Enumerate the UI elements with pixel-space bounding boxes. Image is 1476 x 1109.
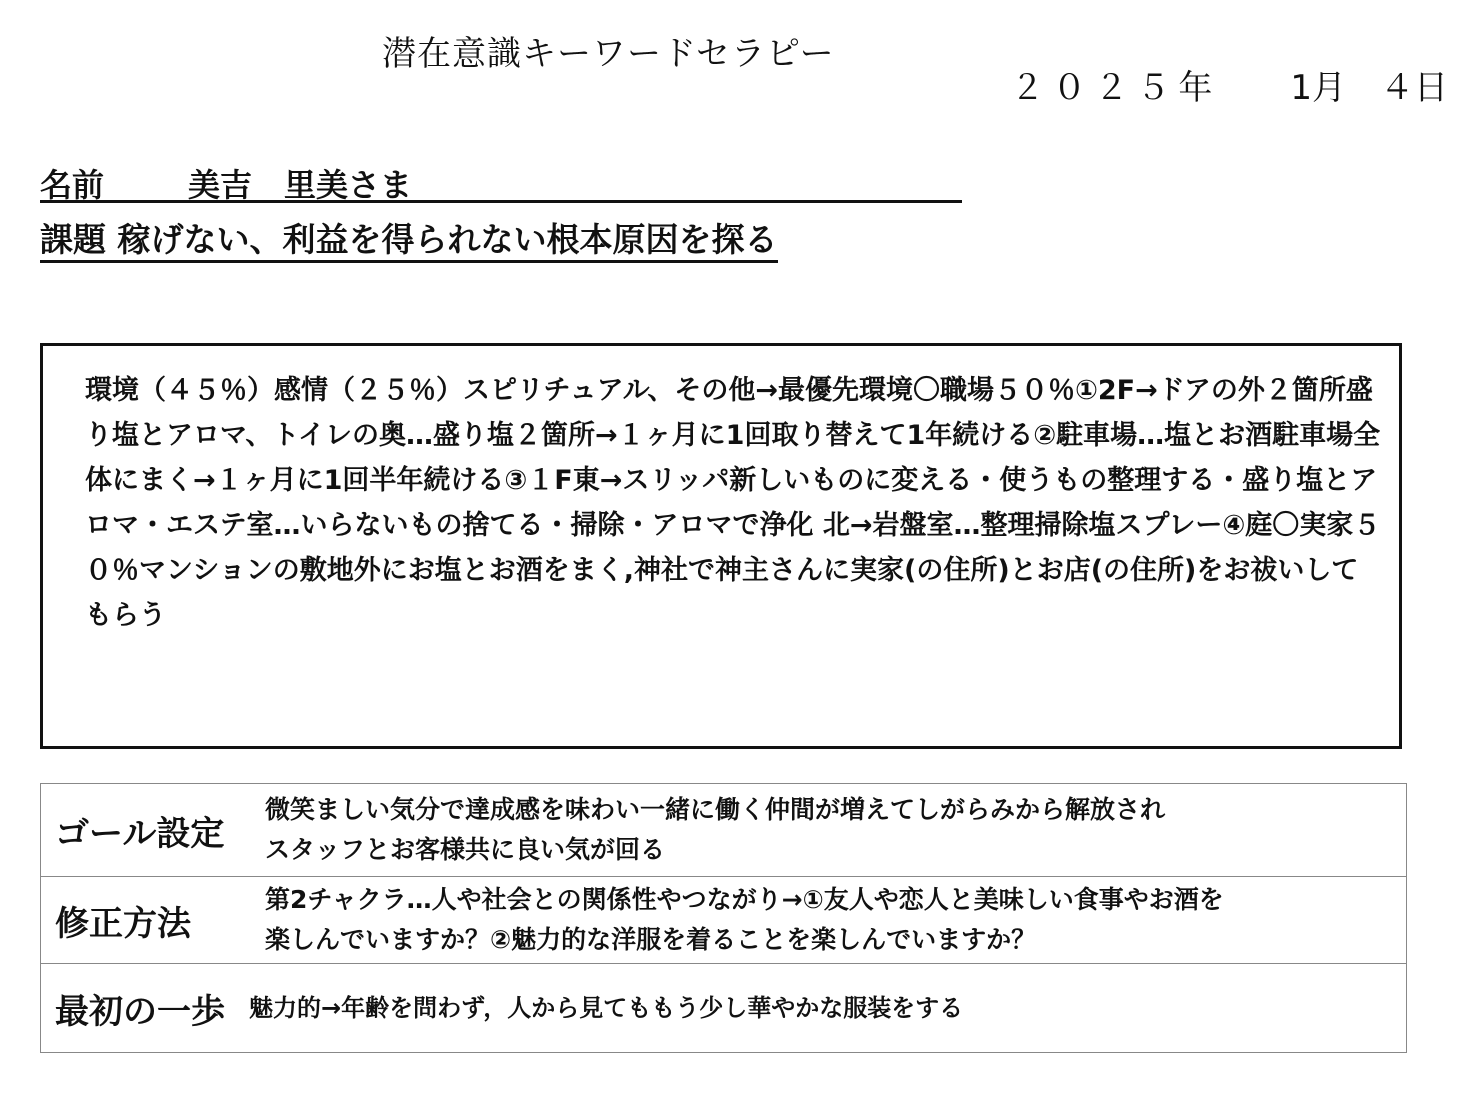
goal-line-2: スタッフとお客様共に良い気が回る [265,835,666,864]
client-name-label: 名前 [40,166,105,204]
subject-row: 課題 稼げない、利益を得られない根本原因を探る [40,220,778,263]
goal-line-1: 微笑ましい気分で達成感を味わい一緒に働く仲間が増えてしがらみから解放され [265,795,1166,824]
method-text [251,880,1406,960]
goal-text [251,790,1406,870]
first-step-label: 最初の一歩 [55,991,225,1032]
method-row [41,877,1407,964]
method-cell [41,877,1407,964]
method-line-2: 楽しんでいますか？②魅力的な洋服を着ることを楽しんでいますか？ [265,925,1037,954]
date-year: ２０２５年 [1010,68,1221,108]
goal-label: ゴール設定 [55,813,225,854]
client-name-row [40,160,962,203]
first-step-text: 魅力的→年齢を問わず，人から見てももう少し華やかな服装をする [249,994,964,1022]
goal-cell [41,784,1407,877]
date-month: 1月 [1290,68,1346,108]
goal-row [41,784,1407,877]
analysis-box [40,343,1402,749]
date-day: ４日 [1380,68,1448,108]
first-step-row [41,964,1407,1053]
client-name-value: 美吉 里美さま [188,166,413,204]
first-step-cell [41,964,1407,1053]
method-line-1: 第2チャクラ…人や社会との関係性やつながり→①友人や恋人と美味しい食事やお酒を [265,885,1224,914]
plan-table [40,783,1407,1053]
method-label: 修正方法 [55,903,191,944]
session-date [1010,60,1448,109]
analysis-text: 環境（４５％）感情（２５％）スピリチュアル、その他→最優先環境〇職場５０％①2F→ドアの外２箇所盛り塩とアロマ、トイレの奥…盛り塩２箇所→１ヶ月に1回取り替えて1年続ける②駐車場…塩とお酒駐車場全体にまく→１ヶ月に1回半年続ける③１F東→スリッパ新しいものに変える・使うもの整理する・盛り塩とアロマ・エステ室…いらないもの捨てる・掃除・アロマで浄化 北→岩盤室…整理掃除塩スプレー④庭〇実家５０％マンションの敷地外にお塩とお酒をまく,神社で神主さんに実家(の住所)とお店(の住所)をお祓いしてもらう [85,375,1381,631]
page-title: 潜在意識キーワードセラピー [382,34,835,74]
